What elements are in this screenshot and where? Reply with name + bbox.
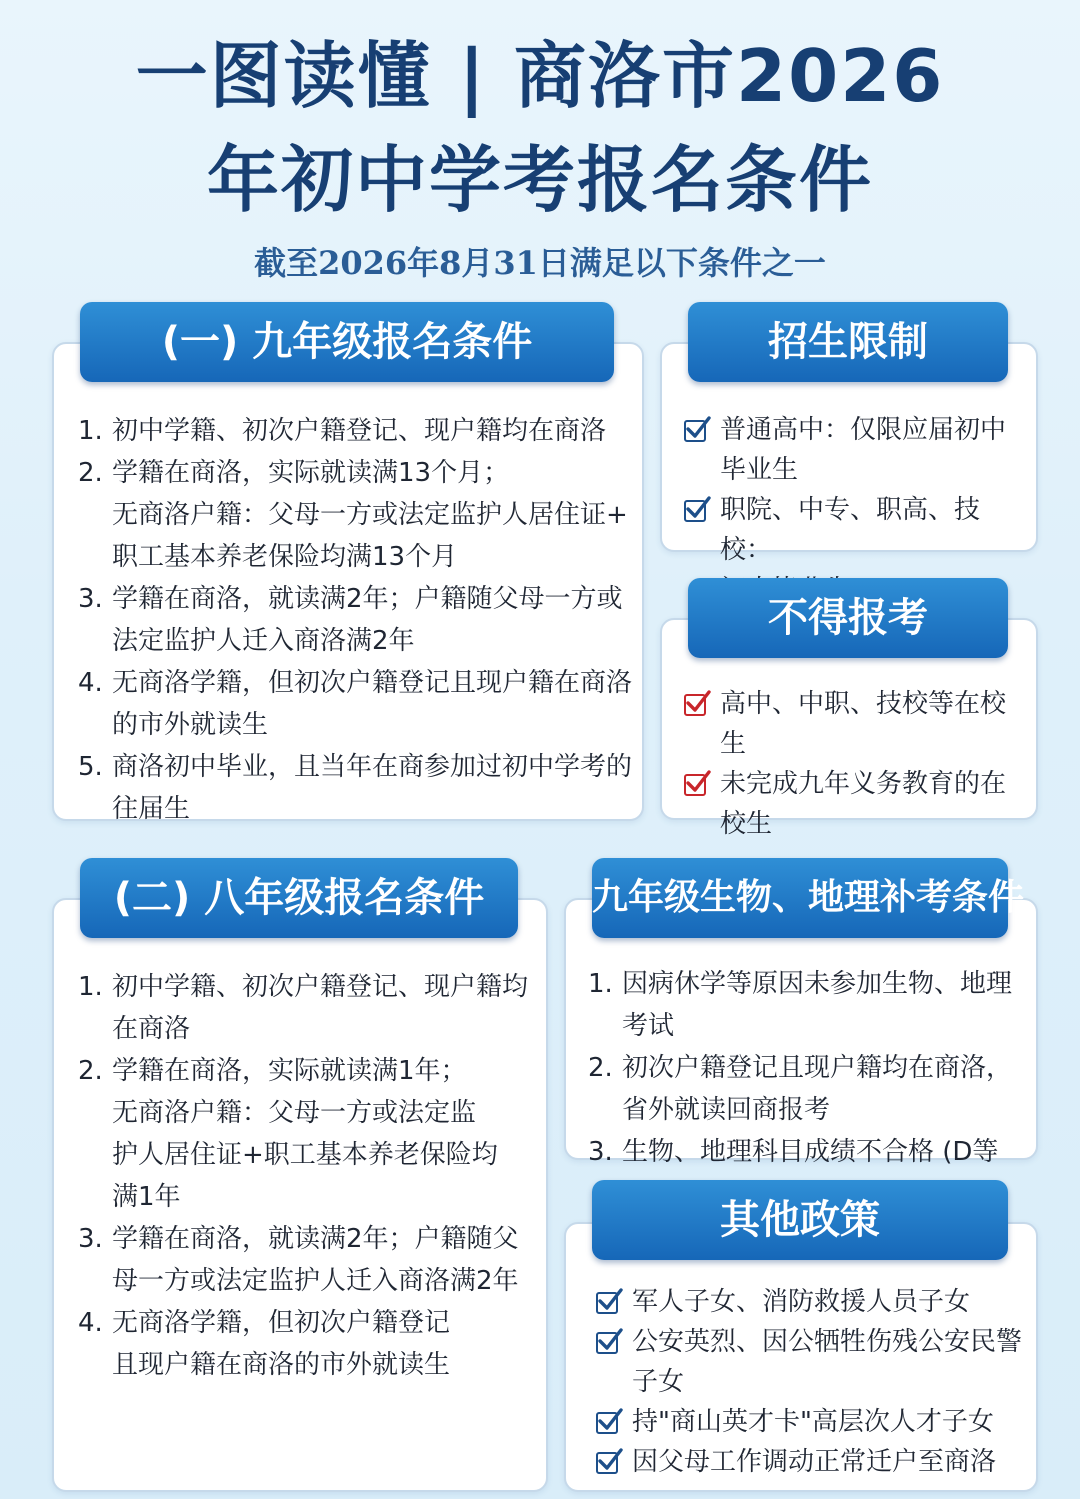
other-policy-header: 其他政策 bbox=[592, 1180, 1008, 1260]
grade8-list bbox=[78, 966, 538, 1386]
condition-item bbox=[588, 963, 1034, 1047]
checkbox-check-icon bbox=[596, 1412, 618, 1434]
not-allowed-list bbox=[684, 684, 1030, 844]
item-text: 生物、地理科目成绩不合格 (D等 bbox=[622, 1137, 999, 1167]
enroll-limit-header: 招生限制 bbox=[688, 302, 1008, 382]
checklist-item bbox=[684, 410, 1030, 490]
condition-item bbox=[78, 746, 638, 830]
page-title-line1: 一图读懂 | 商洛市2026 bbox=[135, 34, 945, 118]
condition-item bbox=[78, 410, 638, 452]
page-subtitle: 截至2026年8月31日满足以下条件之一 bbox=[254, 244, 826, 282]
checklist-item bbox=[684, 684, 1030, 764]
checklist-text: 因父母工作调动正常迁户至商洛 bbox=[632, 1447, 997, 1477]
item-text: 学籍在商洛，实际就读满1年； 无商洛户籍：父母一方或法定监 护人居住证+职工基本养老保险均 满1年 bbox=[112, 1056, 498, 1212]
item-text: 商洛初中毕业，且当年在商参加过初中学考的往届生 bbox=[112, 752, 633, 824]
item-number: 2. bbox=[78, 458, 103, 488]
item-number: 1. bbox=[78, 416, 103, 446]
not-allowed-header: 不得报考 bbox=[688, 578, 1008, 658]
grade9-list bbox=[78, 410, 638, 830]
item-text: 学籍在商洛，实际就读满13个月； 无商洛户籍：父母一方或法定监护人居住证+ 职工基本养老保险均满13个月 bbox=[112, 458, 628, 572]
checklist-text: 职院、中专、职高、技校： bbox=[720, 495, 981, 565]
item-number: 4. bbox=[78, 1308, 103, 1338]
checklist-text: 持"商山英才卡"高层次人才子女 bbox=[632, 1407, 994, 1437]
item-number: 3. bbox=[78, 1224, 103, 1254]
checkbox-check-icon bbox=[596, 1452, 618, 1474]
condition-item bbox=[78, 966, 538, 1050]
condition-item bbox=[78, 578, 638, 662]
item-text: 初中学籍、初次户籍登记、现户籍均 在商洛 bbox=[112, 972, 529, 1044]
item-number: 4. bbox=[78, 668, 103, 698]
item-text: 学籍在商洛，就读满2年；户籍随父母一方或 法定监护人迁入商洛满2年 bbox=[112, 584, 623, 656]
checkbox-red-check-icon bbox=[684, 774, 706, 796]
checklist-text: 普通高中：仅限应届初中毕业生 bbox=[720, 415, 1007, 485]
item-number: 2. bbox=[78, 1056, 103, 1086]
makeup-list bbox=[588, 963, 1034, 1215]
checklist-text: 高中、中职、技校等在校生 bbox=[720, 689, 1007, 759]
item-text: 无商洛学籍，但初次户籍登记 且现户籍在商洛的市外就读生 bbox=[112, 1308, 451, 1380]
checklist-item bbox=[596, 1402, 1034, 1442]
checklist-item bbox=[596, 1442, 1034, 1482]
checklist-text: 未完成九年义务教育的在校生 bbox=[720, 769, 1007, 839]
condition-item bbox=[588, 1047, 1034, 1131]
item-text: 无商洛学籍，但初次户籍登记且现户籍在商洛 的市外就读生 bbox=[112, 668, 633, 740]
condition-item bbox=[78, 1302, 538, 1386]
checklist-item bbox=[596, 1282, 1034, 1322]
condition-item bbox=[78, 662, 638, 746]
item-text: 学籍在商洛，就读满2年；户籍随父 母一方或法定监护人迁入商洛满2年 bbox=[112, 1224, 519, 1296]
checkbox-check-icon bbox=[684, 500, 706, 522]
grade9-header: (一) 九年级报名条件 bbox=[80, 302, 614, 382]
item-text: 初中学籍、初次户籍登记、现户籍均在商洛 bbox=[112, 416, 607, 446]
condition-item bbox=[78, 452, 638, 578]
item-number: 5. bbox=[78, 752, 103, 782]
item-text: 因病休学等原因未参加生物、地理考试 bbox=[622, 969, 1013, 1041]
checkbox-check-icon bbox=[596, 1332, 618, 1354]
checkbox-check-icon bbox=[596, 1292, 618, 1314]
checkbox-check-icon bbox=[684, 420, 706, 442]
makeup-header: 九年级生物、地理补考条件 bbox=[592, 858, 1008, 938]
checkbox-red-check-icon bbox=[684, 694, 706, 716]
checklist-text: 军人子女、消防救援人员子女 bbox=[632, 1287, 971, 1317]
checklist-text: 公安英烈、因公牺牲伤残公安民警子女 bbox=[632, 1327, 1023, 1397]
other-policy-list bbox=[596, 1282, 1034, 1482]
page-title-line2: 年初中学考报名条件 bbox=[206, 138, 873, 222]
checklist-item bbox=[596, 1322, 1034, 1402]
grade8-header: (二) 八年级报名条件 bbox=[80, 858, 518, 938]
item-number: 2. bbox=[588, 1053, 613, 1083]
condition-item bbox=[78, 1218, 538, 1302]
item-number: 1. bbox=[588, 969, 613, 999]
item-text: 初次户籍登记且现户籍均在商洛， 省外就读回商报考 bbox=[622, 1053, 1013, 1125]
item-number: 3. bbox=[588, 1137, 613, 1167]
condition-item bbox=[78, 1050, 538, 1218]
item-number: 3. bbox=[78, 584, 103, 614]
checklist-item bbox=[684, 764, 1030, 844]
item-number: 1. bbox=[78, 972, 103, 1002]
